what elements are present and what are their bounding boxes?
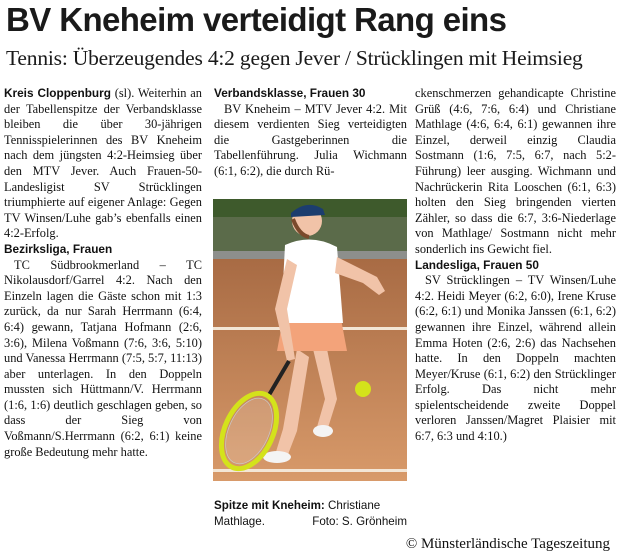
caption-lead: Spitze mit Kneheim: xyxy=(214,499,325,512)
article-column-1 xyxy=(4,86,202,460)
headline: BV Kneheim verteidigt Rang eins xyxy=(6,1,507,38)
section-text-bezirksliga: TC Südbrookmerland – TC Nikolausdorf/Garrel 4:2. Nach den Einzeln lagen die Gäste schon mit 1:3 zurück, da nur Sarah Herrmann (6:4, 6:4) gewann, Tatjana Hofmann (2:6, 3:6), Milena Voßmann (7:6, 3:6, 5:10) und Vanessa Herrmann (7:5, 5:7, 11:13) aber unterlagen. In den Doppeln mussten sich Hüttmann/V. Herrmann (1:6, 1:6) deutlich geschlagen geben, so dass der Sieg von Voßmann/S.Herrmann (6:2, 6:1) keine große Bedeutung mehr hatte. xyxy=(4,257,202,459)
caption-text: Christiane Mathlage. xyxy=(214,499,381,528)
subheadline: Tennis: Überzeugendes 4:2 gegen Jever / Strücklingen mit Heimsieg xyxy=(6,46,583,70)
section-heading-bezirksliga: Bezirksliga, Frauen xyxy=(4,241,113,256)
section-text-landesliga: SV Strücklingen – TV Winsen/Luhe 4:2. Heidi Meyer (6:2, 6:0), Irene Kruse (6:2, 6:1) und Monika Janssen (6:1, 6:2) gewannen ihre Einzel, während allein Emma Hoten (2:6, 2:6) das Nachsehen hatte. In den Doppeln machten Meyer/Kruse (6:1, 6:2) den Strücklinger Erfolg. Das nicht mehr spielentscheidende zweite Doppel verloren Janssen/Magret Plaisier mit 6:7, 6:3 und 4:10.) xyxy=(415,273,616,444)
article-column-3 xyxy=(415,86,616,445)
intro-paragraph xyxy=(4,86,202,242)
photo-credit: Foto: S. Grönheim xyxy=(312,514,407,528)
section-text-verbandsklasse: BV Kneheim – MTV Jever 4:2. Mit diesem verdienten Sieg verteidigten die Gastgeberinnen die Tabellenführung. Julia Wichmann (6:1, 6:2), die durch Rü- xyxy=(214,101,407,178)
intro-text: (sl). Weiterhin an der Tabellenspitze der Verbandsklasse bleiben die über 30-jährigen Tennisspielerinnen des BV Kneheim nach dem jüngsten 4:2-Heimsieg über den MTV Jever. Auch Frauen-50-Landesligist SV Strücklingen triumphierte auf eigener Anlage: Gegen TV Winsen/Luhe gab’s ebenfalls einen 4:2-Erfolg. xyxy=(4,86,202,241)
copyright-notice: © Münsterländische Tageszeitung xyxy=(405,536,610,552)
section-heading-verbandsklasse: Verbandsklasse, Frauen 30 xyxy=(214,86,366,100)
tennis-player-photo xyxy=(213,199,407,481)
dateline: Kreis Cloppenburg xyxy=(4,86,111,100)
photo-caption xyxy=(214,498,407,529)
section-heading-landesliga: Landesliga, Frauen 50 xyxy=(415,257,539,272)
tennis-player-illustration xyxy=(213,199,407,481)
article-column-2 xyxy=(214,86,407,180)
section-text-verbandsklasse-continued: ckenschmerzen gehandicapte Christine Grüß (4:6, 7:6, 6:4) und Christiane Mathlage (4:6, 6:4, 6:1) gewannen ihre Einzel, derweil einzig Claudia Sostmann (1:6, 7:5, 6:7, nach 5:2-Führung) leer ausging. Wichmann und Nachrückerin Rita Looschen (6:1, 6:3) holten den Sieg bringenden vierten Zähler, so dass die 6:7, 3:6-Niederlage von Mathlage/ Sostmann nicht mehr sonderlich ins Gewicht fiel. xyxy=(415,86,616,256)
